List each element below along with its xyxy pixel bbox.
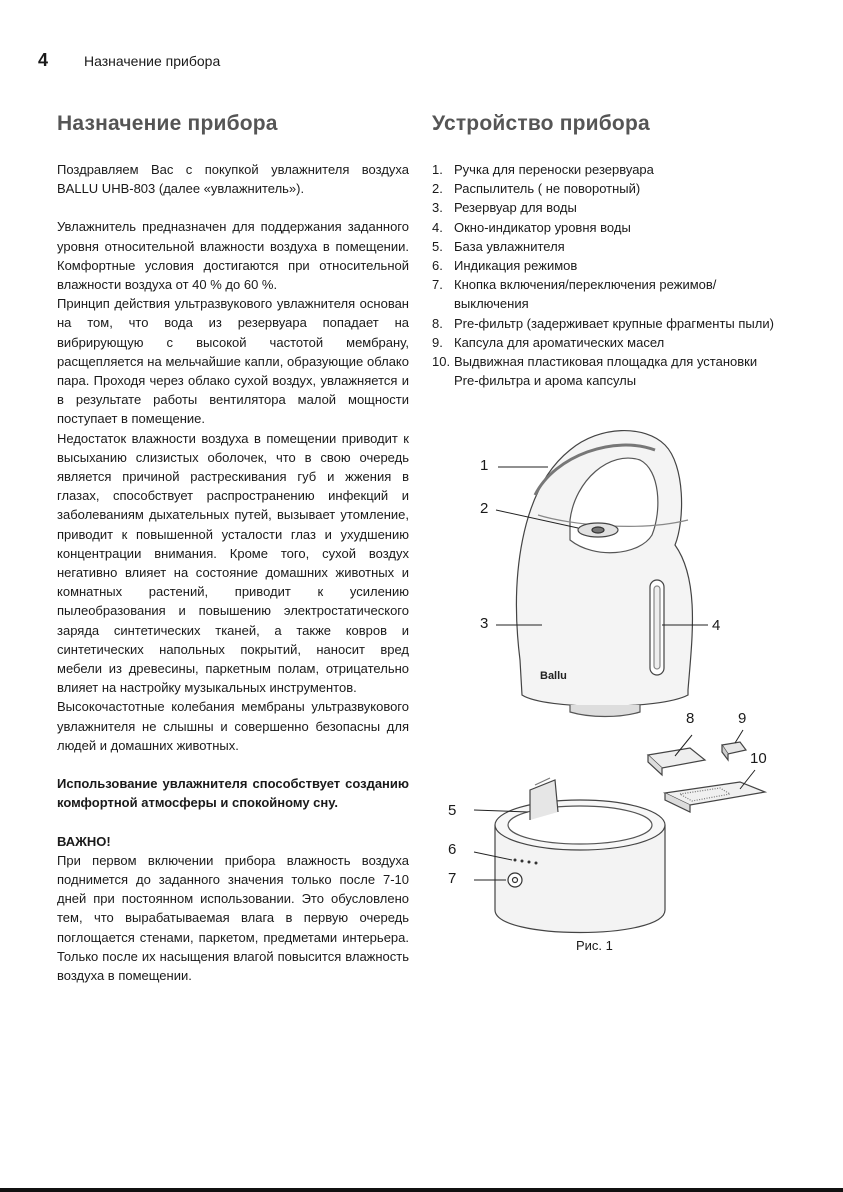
list-item: [432, 256, 782, 275]
list-item: [432, 314, 782, 333]
item-text: Индикация режимов: [454, 258, 578, 274]
item-number: 7.: [432, 277, 443, 293]
bold-note: Использование увлажнителя способствует созданию комфортной атмосферы и спокойному сну.: [57, 776, 409, 811]
list-item: [432, 198, 782, 217]
item-number: 8.: [432, 315, 443, 331]
paragraph-safety: Высокочастотные колебания мембраны ультразвукового увлажнителя не слышны и совершенно безопасны для людей и домашних животных.: [57, 699, 409, 753]
item-number: 6.: [432, 258, 443, 274]
item-text: База увлажнителя: [454, 238, 565, 254]
item-text: Pre-фильтр (задерживает крупные фрагменты пыли): [454, 315, 774, 331]
item-text: Окно-индикатор уровня воды: [454, 219, 631, 235]
list-item: [432, 333, 782, 352]
item-text: Ручка для переноски резервуара: [454, 162, 654, 177]
list-item: [432, 218, 782, 237]
figure-label: 7: [448, 870, 457, 887]
item-number: 9.: [432, 334, 443, 350]
figure-label: 8: [686, 710, 695, 727]
figure-label: 1: [480, 457, 489, 474]
humidifier-figure: [430, 420, 790, 960]
list-item: [432, 352, 782, 390]
item-text: Распылитель ( не поворотный): [454, 181, 641, 197]
item-number: 4.: [432, 219, 443, 235]
item-number: 5.: [432, 238, 443, 254]
purpose-section: [57, 112, 409, 985]
bottom-rule: [0, 1188, 843, 1192]
figure-label: 2: [480, 500, 489, 517]
paragraph-principle: Принцип действия ультразвукового увлажнителя основан на том, что вода из резервуара попадает на вибрирующую с высокой частотой мембрану, расщепляется на мельчайшие капли, образующие облако пара. Проходя через облако сухой воздух, увлажняется и в результате работы вентилятора малой мощности поступает в помещение.: [57, 296, 409, 427]
device-section: [432, 112, 782, 390]
device-title: Устройство прибора: [432, 112, 650, 135]
page-number: 4: [38, 50, 49, 70]
important-text: При первом включении прибора влажность воздуха поднимется до заданного значения только после 7-10 дней при постоянном использовании. Это обусловлено тем, что вырабатываемая влага в первую очередь поглощается стенами, паркетом, предметами интерьера. Только после их насыщения влагой повысится влажность воздуха в помещении.: [57, 852, 409, 983]
figure-label: 5: [448, 802, 457, 819]
figure-label: 10: [750, 750, 767, 767]
paragraph-intro: Поздравляем Вас с покупкой увлажнителя воздуха BALLU UHB-803 (далее «увлажнитель»).: [57, 162, 409, 197]
purpose-title: Назначение прибора: [57, 112, 278, 135]
item-text: Кнопка включения/переключения режимов/выключения: [454, 277, 717, 312]
figure-label: 3: [480, 615, 489, 632]
item-number: 3.: [432, 200, 443, 216]
list-item: [432, 275, 782, 313]
item-number: 2.: [432, 181, 443, 197]
figure-label: 6: [448, 841, 457, 858]
item-text: Выдвижная пластиковая площадка для установки Pre-фильтра и арома капсулы: [454, 354, 758, 389]
figure-label: 9: [738, 710, 747, 727]
list-item: [432, 237, 782, 256]
accessories-drawing: [648, 742, 765, 812]
figure-label: 4: [712, 617, 721, 634]
paragraph-purpose: Увлажнитель предназначен для поддержания заданного уровня относительной влажности воздуха в помещении. Комфортные условия достигаются при относительной влажности воздуха от 40 % до 60 %.: [57, 219, 409, 293]
list-item: [432, 160, 782, 179]
item-number: 1.: [432, 162, 443, 177]
important-title: ВАЖНО!: [57, 833, 111, 849]
paragraph-dry-air: Недостаток влажности воздуха в помещении приводит к высыханию слизистых оболочек, что в свою очередь является причиной растрескивания губ и жжения в глазах, способствует распространению инфекций и заболеваниям дыхательных путей, вызывает утомление, приводит к повышенной усталости глаз и ухудшению концентрации внимания. Кроме того, сухой воздух негативно влияет на состояние домашних животных и комнатных растений, приводит к усилению пылеобразования и повышению электростатического заряда синтетических тканей, а также ковров и синтетических напольных покрытий, наносит вред мебели из древесины, паркетным полам, отрицательно влияет на настройку музыкальных инструментов.: [57, 430, 409, 696]
ballu-logo: Ballu: [540, 670, 567, 682]
item-text: Резервуар для воды: [454, 200, 577, 216]
base-drawing: [495, 778, 665, 933]
item-number: 10.: [432, 354, 451, 370]
running-head: Назначение прибора: [84, 53, 221, 69]
figure-caption: Рис. 1: [576, 938, 613, 953]
list-item: [432, 179, 782, 198]
item-text: Капсула для ароматических масел: [454, 334, 665, 350]
parts-list: [432, 160, 782, 390]
